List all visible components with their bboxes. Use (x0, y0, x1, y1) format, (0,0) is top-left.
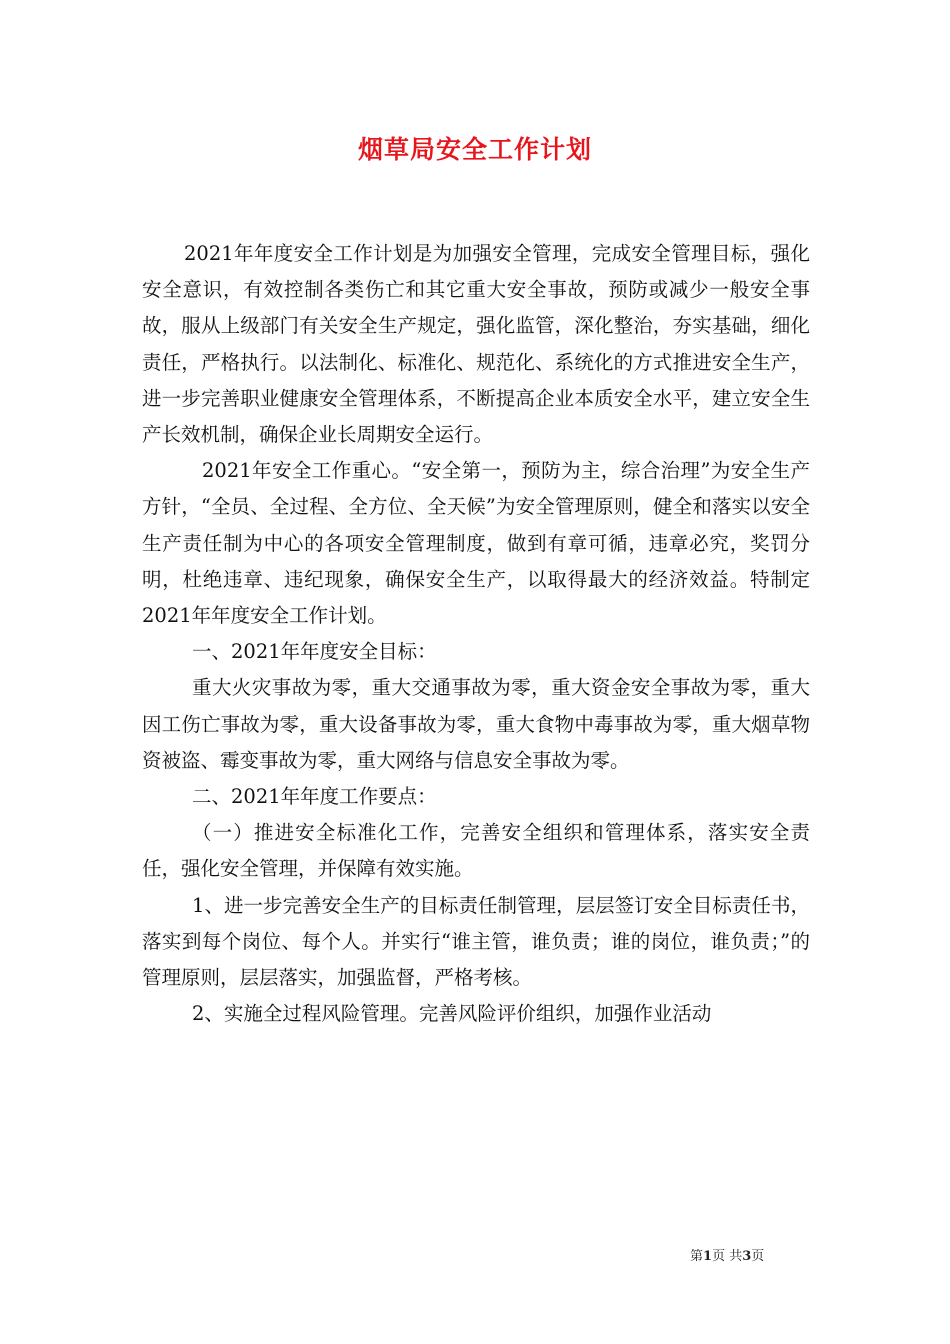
page-footer (690, 1248, 764, 1266)
paragraph-safety-goals: 重大火灾事故为零，重大交通事故为零，重大资金安全事故为零，重大因工伤亡事故为零，重大设备事故为零，重大食物中毒事故为零，重大烟草物资被盗、霉变事故为零，重大网络与信息安全事故为零。 (142, 676, 810, 772)
document-title: 烟草局安全工作计划 (357, 135, 592, 164)
paragraph-item-1: 1、进一步完善安全生产的目标责任制管理，层层签订安全目标责任书，落实到每个岗位、每个人。并实行“谁主管，谁负责；谁的岗位，谁负责；”的管理原则，层层落实，加强监督，严格考核。 (142, 893, 810, 990)
paragraph-point-1: （一）推进安全标准化工作，完善安全组织和管理体系，落实安全责任，强化安全管理，并保障有效实施。 (142, 821, 810, 881)
footer-page-number: 1 (703, 1249, 713, 1264)
footer-middle: 页 共 (712, 1249, 743, 1264)
paragraph-intro: 2021年年度安全工作计划是为加强安全管理，完成安全管理目标，强化安全意识，有效控制各类伤亡和其它重大安全事故，预防或减少一般安全事故，服从上级部门有关安全生产规定，强化监管，深化整治，夯实基础，细化责任，严格执行。以法制化、标准化、规范化、系统化的方式推进安全生产，进一步完善职业健康安全管理体系，不断提高企业本质安全水平，建立安全生产长效机制，确保企业长周期安全运行。 (142, 242, 810, 447)
heading-work-points: 二、2021年年度工作要点： (192, 785, 437, 809)
paragraph-item-2: 2、实施全过程风险管理。完善风险评价组织，加强作业活动 (192, 1002, 712, 1026)
footer-prefix: 第 (690, 1249, 704, 1264)
paragraph-focus: 2021年安全工作重心。“安全第一，预防为主，综合治理”为安全生产方针，“全员、全过程、全方位、全天候”为安全管理原则，健全和落实以安全生产责任制为中心的各项安全管理制度，做到有章可循，违章必究，奖罚分明，杜绝违章、违纪现象，确保安全生产，以取得最大的经济效益。特制定2021年年度安全工作计划。 (142, 459, 810, 628)
heading-safety-goals: 一、2021年年度安全目标： (192, 640, 437, 664)
footer-total-pages: 3 (742, 1249, 752, 1264)
document-body (142, 236, 810, 1032)
footer-suffix: 页 (751, 1249, 765, 1264)
